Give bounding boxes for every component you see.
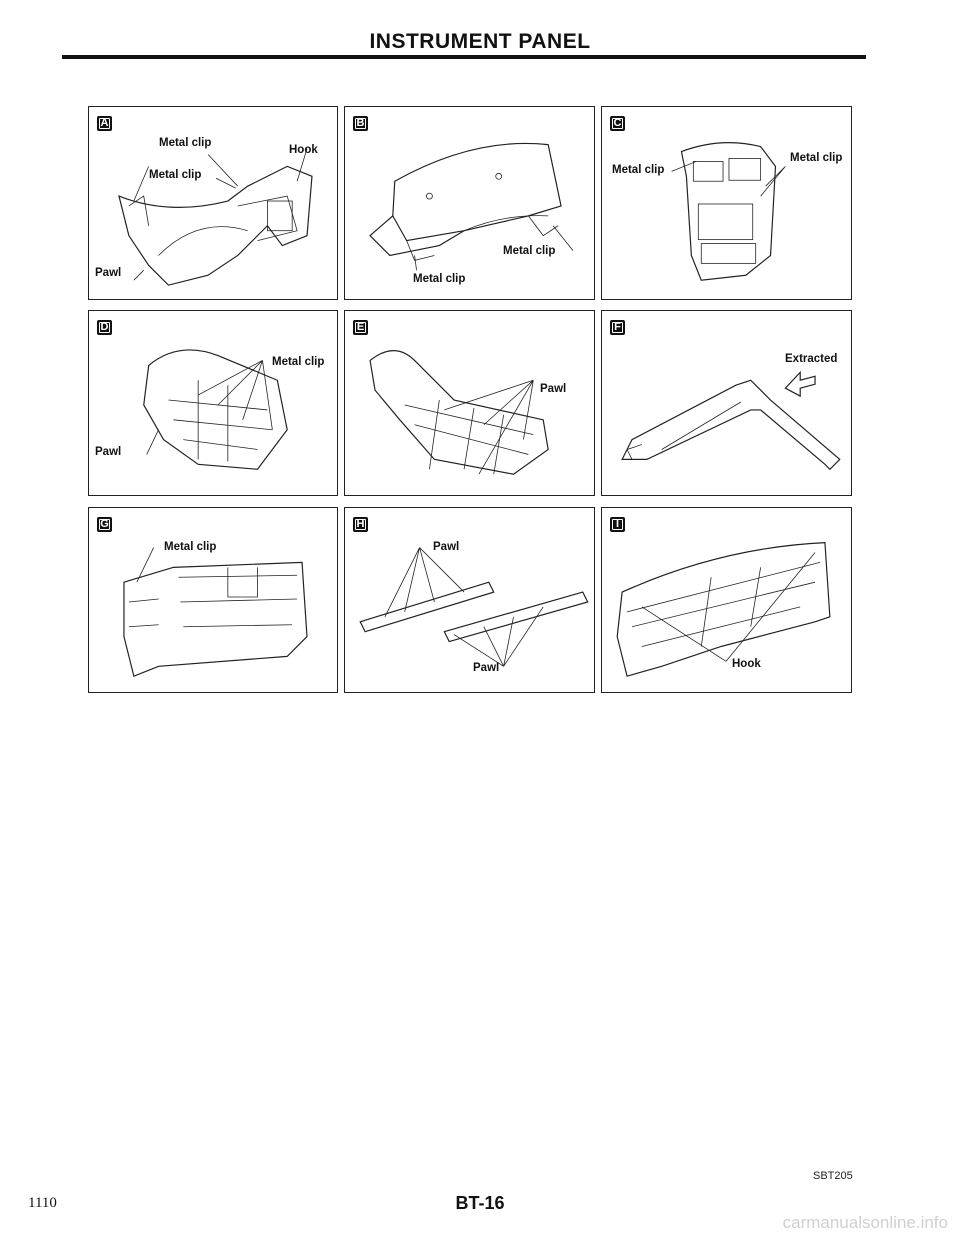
page-code: BT-16 [455,1193,505,1213]
label-pawl: Pawl [95,446,122,458]
panel-f [601,310,852,496]
panel-g-badge: G [97,517,112,532]
figure-reference: SBT205 [813,1170,853,1182]
panel-e-illustration [345,311,594,495]
panel-i [601,507,852,693]
label-extracted: Extracted [785,353,838,365]
title-rule [62,55,866,59]
panel-e-badge: E [353,320,368,335]
watermark: carmanualsonline.info [782,1213,948,1232]
panel-i-illustration [602,508,851,692]
panel-h [344,507,595,693]
panel-e [344,310,595,496]
label-pawl: Pawl [433,541,460,553]
panel-g-illustration [89,508,337,692]
side-page-number: 1110 [28,1195,57,1211]
panel-g [88,507,338,693]
panel-h-illustration [345,508,594,692]
label-pawl: Pawl [95,267,122,279]
label-metal-clip: Metal clip [159,137,212,149]
page-title: INSTRUMENT PANEL [369,30,591,53]
label-metal-clip: Metal clip [503,245,556,257]
panel-h-badge: H [353,517,368,532]
panel-d-illustration [89,311,337,495]
label-pawl: Pawl [540,383,567,395]
panel-c [601,106,852,300]
panel-a-badge: A [97,116,112,131]
panel-c-badge: C [610,116,625,131]
panel-b-illustration [345,107,594,299]
label-metal-clip: Metal clip [790,152,843,164]
panel-f-illustration [602,311,851,495]
panel-d [88,310,338,496]
panel-c-illustration [602,107,851,299]
label-hook: Hook [289,144,318,156]
label-metal-clip: Metal clip [149,169,202,181]
panel-d-badge: D [97,320,112,335]
panel-b [344,106,595,300]
label-metal-clip: Metal clip [272,356,325,368]
label-pawl: Pawl [473,662,500,674]
label-metal-clip: Metal clip [413,273,466,285]
panel-f-badge: F [610,320,625,335]
panel-a-illustration [89,107,337,299]
panel-i-badge: I [610,517,625,532]
panel-a [88,106,338,300]
label-metal-clip: Metal clip [612,164,665,176]
label-metal-clip: Metal clip [164,541,217,553]
label-hook: Hook [732,658,761,670]
panel-b-badge: B [353,116,368,131]
